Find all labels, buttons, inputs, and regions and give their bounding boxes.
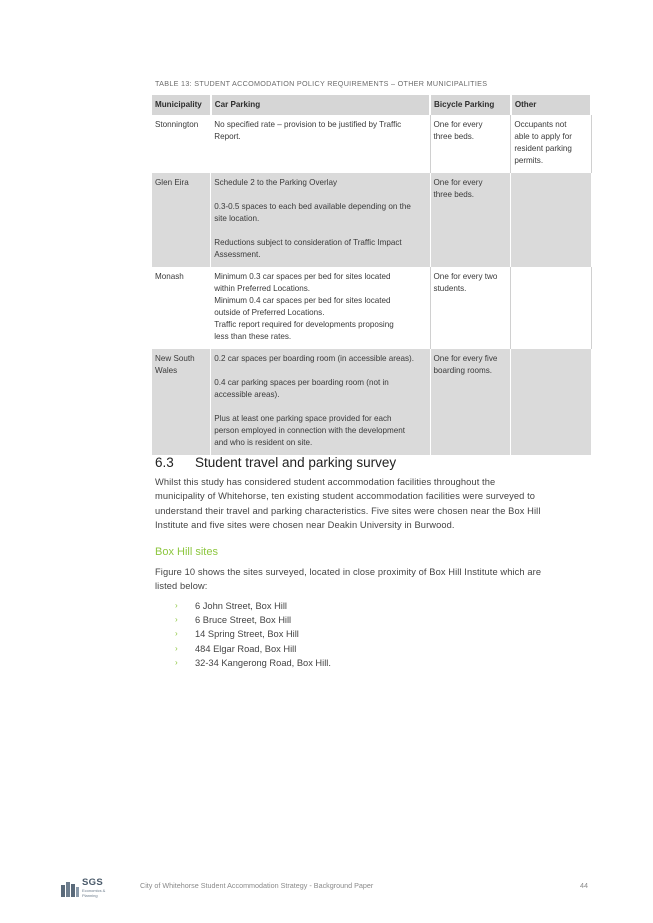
- cell-car-parking: [211, 349, 430, 455]
- cell-spacer: [214, 189, 426, 201]
- cell-text: Stonnington: [155, 120, 199, 129]
- list-item: [175, 599, 331, 613]
- cell-text: permits.: [514, 156, 544, 165]
- cell-text: three beds.: [433, 132, 475, 141]
- site-list: [175, 599, 331, 670]
- cell-text: New South: [155, 354, 195, 363]
- site-address: 484 Elgar Road, Box Hill: [195, 643, 297, 654]
- cell-text: Schedule 2 to the Parking Overlay: [214, 178, 338, 187]
- page-number: 44: [580, 881, 588, 890]
- cell-text: No specified rate – provision to be justified by Traffic: [214, 120, 402, 129]
- cell-car-parking: [211, 115, 430, 173]
- paragraph-line: Figure 10 shows the sites surveyed, located in close proximity of Box Hill Institute which are: [155, 567, 542, 577]
- cell-text: One for every: [433, 120, 483, 129]
- section-number: 6.3: [155, 455, 174, 470]
- table-row: [152, 349, 591, 455]
- cell-text: person employed in connection with the development: [214, 426, 405, 435]
- cell-other: [511, 115, 591, 173]
- cell-text: within Preferred Locations.: [214, 284, 311, 293]
- cell-spacer: [214, 225, 426, 237]
- cell-spacer: [214, 365, 426, 377]
- bullet-icon: ›: [175, 601, 178, 610]
- cell-text: less than these rates.: [214, 332, 292, 341]
- cell-text: three beds.: [433, 190, 475, 199]
- cell-text: Traffic report required for developments proposing: [214, 320, 394, 329]
- logo-mark-icon: [60, 879, 80, 899]
- cell-car-parking: [211, 173, 430, 267]
- bullet-icon: ›: [175, 615, 178, 625]
- page-footer: [0, 872, 653, 902]
- table-row: [152, 115, 591, 173]
- subsection-paragraph: [155, 565, 585, 594]
- cell-bicycle-parking: [430, 349, 511, 455]
- table-caption: TABLE 13: STUDENT ACCOMODATION POLICY REQUIREMENTS – OTHER MUNICIPALITIES: [155, 79, 488, 88]
- cell-other: [511, 173, 591, 267]
- list-item: [175, 627, 331, 641]
- sgs-logo: [60, 875, 110, 901]
- cell-bicycle-parking: [430, 173, 511, 267]
- cell-municipality: [152, 115, 211, 173]
- cell-text: Reductions subject to consideration of Traffic Impact: [214, 238, 402, 247]
- header-other: Other: [511, 95, 591, 115]
- cell-text: Assessment.: [214, 250, 261, 259]
- site-address: 32-34 Kangerong Road, Box Hill.: [195, 657, 331, 668]
- site-address: 6 Bruce Street, Box Hill: [195, 615, 292, 626]
- cell-text: Minimum 0.3 car spaces per bed for sites located: [214, 272, 391, 281]
- cell-other: [511, 349, 591, 455]
- header-car-parking: Car Parking: [211, 95, 430, 115]
- bullet-icon: ›: [175, 657, 178, 667]
- cell-text: Plus at least one parking space provided for each: [214, 414, 392, 423]
- paragraph-line: Whilst this study has considered student accommodation facilities throughout the: [155, 477, 496, 487]
- cell-municipality: [152, 349, 211, 455]
- cell-text: 0.2 car spaces per boarding room (in accessible areas).: [214, 354, 414, 363]
- cell-text: able to apply for: [514, 132, 572, 141]
- cell-text: 0.4 car parking spaces per boarding room (not in: [214, 378, 389, 387]
- cell-car-parking: [211, 267, 430, 349]
- paragraph-line: municipality of Whitehorse, ten existing student accommodation facilities were surveyed to: [155, 491, 536, 502]
- cell-text: students.: [433, 284, 467, 293]
- list-item: [175, 642, 331, 656]
- site-address: 6 John Street, Box Hill: [195, 601, 287, 611]
- logo-text: SGS: [82, 877, 103, 888]
- cell-other: [511, 267, 591, 349]
- cell-bicycle-parking: [430, 115, 511, 173]
- list-item: [175, 656, 331, 670]
- cell-text: Report.: [214, 132, 241, 141]
- cell-text: One for every: [433, 178, 483, 187]
- header-bicycle-parking: Bicycle Parking: [430, 95, 511, 115]
- cell-text: Occupants not: [514, 120, 567, 129]
- paragraph-line: understand their travel and parking characteristics. Five sites were chosen near the Box Hill: [155, 505, 541, 516]
- bullet-icon: ›: [175, 629, 178, 639]
- list-item: [175, 613, 331, 627]
- cell-text: resident parking: [514, 144, 572, 153]
- cell-text: One for every two: [433, 272, 498, 281]
- table-body: [152, 115, 591, 455]
- cell-bicycle-parking: [430, 267, 511, 349]
- cell-text: outside of Preferred Locations.: [214, 308, 325, 317]
- subsection-heading: Box Hill sites: [155, 546, 218, 558]
- section-paragraph: [155, 475, 585, 532]
- cell-text: Minimum 0.4 car spaces per bed for sites located: [214, 296, 391, 305]
- policy-table: [152, 95, 592, 455]
- cell-municipality: [152, 173, 211, 267]
- cell-text: Wales: [155, 366, 178, 375]
- paragraph-line: Institute and five sites were chosen near Deakin University in Burwood.: [155, 519, 455, 530]
- section-heading: [155, 455, 396, 470]
- cell-text: Glen Eira: [155, 178, 189, 187]
- paragraph-line: listed below:: [155, 581, 208, 592]
- table-row: [152, 267, 591, 349]
- cell-text: Monash: [155, 272, 184, 281]
- footer-document-title: City of Whitehorse Student Accommodation Strategy - Background Paper: [140, 881, 374, 890]
- cell-text: and who is resident on site.: [214, 438, 313, 447]
- cell-municipality: [152, 267, 211, 349]
- cell-text: One for every five: [433, 354, 498, 363]
- cell-text: accessible areas).: [214, 390, 280, 399]
- header-municipality: Municipality: [152, 95, 211, 115]
- site-address: 14 Spring Street, Box Hill: [195, 629, 299, 640]
- table-row: [152, 173, 591, 267]
- table-header-row: [152, 95, 591, 115]
- logo-subtext: Economics & Planning: [82, 888, 106, 898]
- section-title: Student travel and parking survey: [195, 455, 397, 470]
- cell-text: site location.: [214, 214, 260, 223]
- cell-text: 0.3-0.5 spaces to each bed available depending on the: [214, 202, 411, 211]
- cell-spacer: [214, 401, 426, 413]
- bullet-icon: ›: [175, 643, 178, 653]
- cell-text: boarding rooms.: [433, 366, 493, 375]
